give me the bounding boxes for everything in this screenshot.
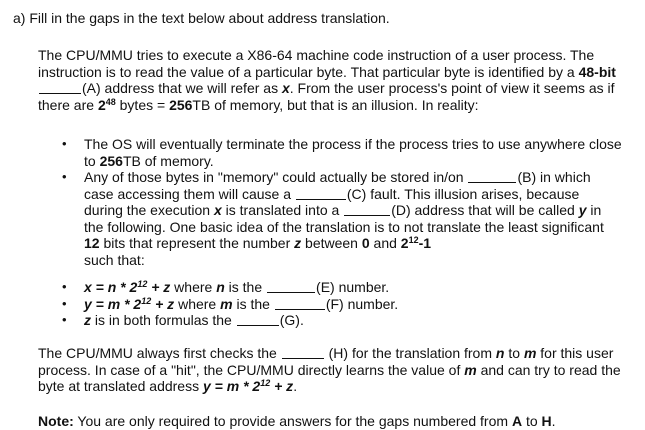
var-m: m: [464, 361, 477, 378]
bullet-text: such that:: [84, 251, 145, 268]
bullet-text: is the: [232, 295, 274, 312]
list-item: [62, 136, 622, 169]
var-n: n: [216, 279, 225, 295]
formula-x: x = n * 2: [84, 279, 138, 295]
gap-d-blank[interactable]: [344, 203, 390, 216]
bullet-text: between: [301, 235, 362, 251]
var-y: y: [578, 202, 587, 218]
closing-text: and can try to read the byte at translated address: [38, 361, 621, 394]
closing-text: The CPU/MMU always first checks the: [38, 345, 281, 361]
note-paragraph: [38, 413, 628, 430]
gap-g-blank[interactable]: [237, 313, 279, 326]
list-item: [62, 312, 622, 329]
list-item: [62, 169, 622, 268]
closing-text: for this user process. In case of a "hit", the CPU/MMU directly learns the value of: [38, 345, 614, 378]
bullet-dot-icon: •: [62, 136, 67, 151]
gap-b-blank[interactable]: [468, 170, 516, 183]
list-item: [62, 296, 622, 313]
bullet-text: is in both formulas the: [91, 312, 236, 328]
gap-e-blank[interactable]: [267, 280, 315, 293]
bullet-text: is the: [224, 279, 267, 295]
bullet-text: Any of those bytes in "memory" could actually be stored in/on: [84, 169, 468, 185]
exponent-12: 12: [260, 378, 271, 388]
intro-text: TB of memory, but that is an illusion. In reality:: [192, 96, 479, 113]
formula-bullet-list: [62, 279, 622, 329]
var-x: x: [281, 80, 290, 96]
formula-y: y = m * 2: [84, 295, 142, 312]
bullet-text: (B) in which case accessing them will cause a: [84, 169, 591, 202]
closing-text: .: [293, 378, 298, 394]
gap-range-start: A: [511, 413, 523, 429]
bullet-text: bits that represent the number: [99, 235, 295, 251]
exponent-12: 12: [408, 235, 419, 245]
bit-width: 48-bit: [578, 63, 616, 80]
exponent-12: 12: [137, 279, 148, 289]
bullet-text: (G).: [279, 312, 304, 328]
bullet-dot-icon: •: [62, 279, 67, 294]
reality-bullet-list: [62, 136, 622, 268]
memory-size: 256: [99, 152, 123, 169]
intro-text: The CPU/MMU tries to execute a X86-64 machine code instruction of a user process. The instruction is to read the value of a particular byte. That particular byte is identified by a: [38, 47, 595, 80]
var-z: z: [294, 235, 302, 251]
bit-count: 12: [84, 235, 100, 251]
gap-a-blank[interactable]: [39, 81, 81, 94]
bullet-text: and: [369, 235, 401, 251]
closing-paragraph: [38, 345, 628, 395]
bullet-text: (D) address that will be called: [391, 202, 579, 218]
bullet-dot-icon: •: [62, 169, 67, 184]
memory-size: 256: [169, 96, 193, 113]
bullet-text: is translated into a: [221, 202, 344, 218]
note-text: .: [551, 413, 556, 429]
intro-text: bytes =: [115, 96, 170, 113]
var-m: m: [220, 295, 233, 312]
var-z: z: [84, 312, 91, 328]
intro-text: . From the user process's point of view it seems as if there are: [38, 80, 615, 113]
bullet-dot-icon: •: [62, 312, 67, 327]
exponent-48: 48: [105, 96, 116, 107]
range-start: 0: [361, 235, 370, 251]
bullet-text: (E) number.: [316, 279, 390, 295]
note-text: You are only required to provide answers for the gaps numbered from: [73, 413, 512, 429]
note-text: to: [522, 413, 542, 429]
var-m: m: [523, 345, 537, 361]
bullet-text: where: [170, 279, 217, 295]
intro-paragraph: [38, 47, 628, 113]
formula-x-rest: + z: [147, 279, 171, 295]
formula-y-rest: + z: [151, 295, 175, 312]
formula-y: y = m * 2: [203, 378, 261, 394]
base-two: 2: [400, 235, 409, 251]
bullet-text: in the following. One basic idea of the translation is to not translate the least significant: [84, 202, 604, 235]
gap-range-end: H: [541, 413, 552, 429]
bullet-text: The OS will eventually terminate the process if the process tries to use anywhere close to: [84, 136, 622, 169]
gap-c-blank[interactable]: [296, 187, 346, 200]
bullet-text: (F) number.: [325, 295, 399, 312]
bullet-text: TB of memory.: [122, 152, 214, 169]
var-x: x: [213, 202, 222, 218]
closing-text: to: [504, 345, 524, 361]
bullet-text: where: [174, 295, 221, 312]
gap-h-blank[interactable]: [282, 346, 324, 359]
minus-one: -1: [418, 235, 432, 251]
base-two: 2: [97, 96, 106, 113]
var-n: n: [495, 345, 505, 361]
exercise-heading: a) Fill in the gaps in the text below about address translation.: [13, 10, 390, 26]
intro-text: (A) address that we will refer as: [82, 80, 282, 96]
closing-text: (H) for the translation from: [324, 345, 496, 361]
formula-y-rest: + z: [270, 378, 294, 394]
bullet-text: (C) fault. This illusion arises, because during the execution: [84, 185, 580, 218]
exponent-12: 12: [141, 295, 152, 306]
gap-f-blank[interactable]: [275, 297, 325, 310]
bullet-dot-icon: •: [62, 295, 67, 311]
note-label: Note:: [38, 413, 74, 429]
list-item: [62, 279, 622, 296]
